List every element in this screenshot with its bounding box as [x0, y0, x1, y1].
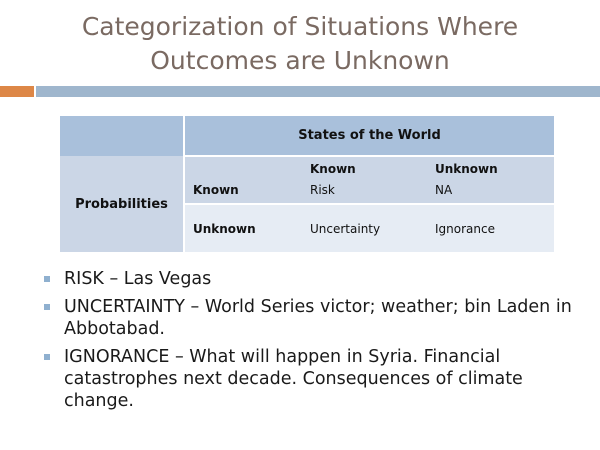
divider-bar	[36, 86, 600, 97]
row-label-unknown: Unknown	[184, 204, 310, 252]
cell-na: NA	[435, 183, 453, 197]
table-corner-cell	[60, 116, 184, 156]
slide-title-line1: Categorization of Situations Where	[81, 12, 519, 41]
bullet-item-ignorance	[42, 346, 582, 412]
cell-risk: Risk	[310, 183, 335, 197]
probabilities-label: Probabilities	[60, 156, 184, 252]
slide-title	[20, 10, 580, 78]
bullet-item-risk	[42, 268, 582, 290]
row-label-known: Known	[184, 156, 310, 204]
bullet-list	[42, 268, 582, 418]
bullet-text: RISK – Las Vegas	[64, 269, 212, 289]
cell-ignorance: Ignorance	[435, 204, 554, 252]
cell-known-unknown	[435, 156, 554, 204]
col-header-known: Known	[310, 162, 356, 176]
cell-uncertainty: Uncertainty	[310, 204, 435, 252]
accent-bar	[0, 86, 34, 97]
bullet-text: IGNORANCE – What will happen in Syria. Financial catastrophes next decade. Consequences of climate change.	[64, 347, 523, 411]
states-header: States of the World	[184, 116, 554, 156]
states-table	[60, 116, 554, 252]
bullet-square-icon	[44, 304, 50, 310]
bullet-item-uncertainty	[42, 296, 582, 340]
bullet-square-icon	[44, 276, 50, 282]
bullet-text: UNCERTAINTY – World Series victor; weather; bin Laden in Abbotabad.	[64, 297, 572, 339]
cell-known-known	[310, 156, 435, 204]
slide-title-line2: Outcomes are Unknown	[150, 46, 450, 75]
bullet-square-icon	[44, 354, 50, 360]
col-header-unknown: Unknown	[435, 162, 498, 176]
